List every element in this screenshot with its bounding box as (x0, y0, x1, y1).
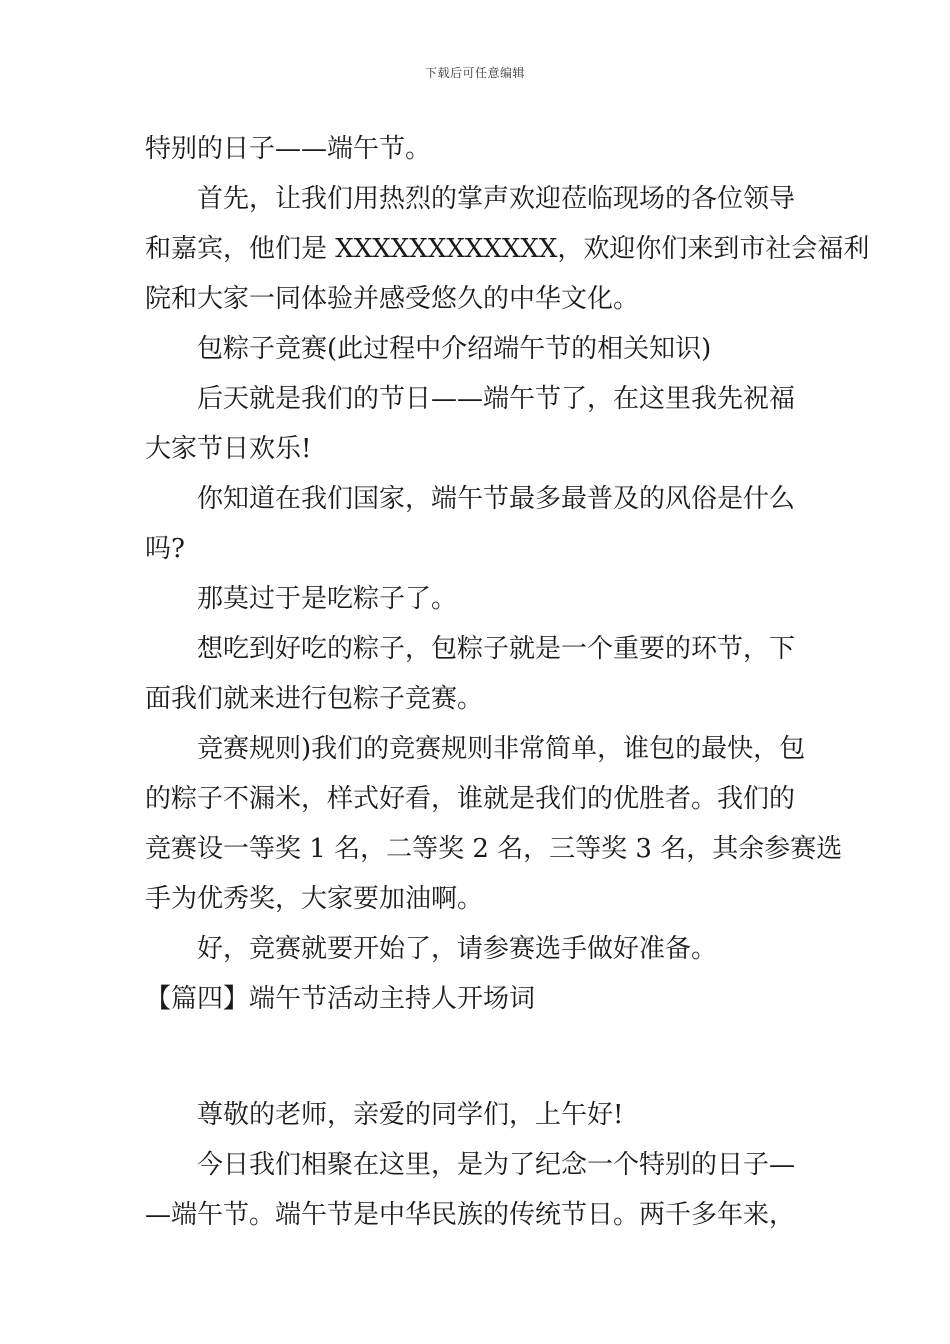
paragraph-line: 的粽子不漏米，样式好看，谁就是我们的优胜者。我们的 (145, 784, 796, 814)
paragraph-line: 好，竞赛就要开始了，请参赛选手做好准备。 (197, 934, 718, 964)
document-body (145, 124, 870, 1240)
paragraph-line: 大家节日欢乐! (145, 434, 312, 464)
paragraph-line: 竞赛设一等奖 1 名，二等奖 2 名，三等奖 3 名，其余参赛选 (145, 834, 843, 864)
paragraph-line: 想吃到好吃的粽子，包粽子就是一个重要的环节，下 (197, 634, 796, 664)
paragraph-line: 竞赛规则)我们的竞赛规则非常简单，谁包的最快，包 (197, 734, 806, 764)
paragraph-line: 面我们就来进行包粽子竞赛。 (145, 684, 484, 714)
paragraph-line: —端午节。端午节是中华民族的传统节日。两千多年来， (145, 1200, 796, 1230)
paragraph-line: 首先，让我们用热烈的掌声欢迎莅临现场的各位领导 (197, 184, 796, 214)
paragraph-line: 今日我们相聚在这里，是为了纪念一个特别的日子— (197, 1150, 796, 1180)
paragraph-line: 特别的日子——端午节。 (145, 134, 432, 164)
blank-spacer (145, 1024, 810, 1090)
paragraph-line: 院和大家一同体验并感受悠久的中华文化。 (145, 284, 640, 314)
section-heading: 【篇四】端午节活动主持人开场词 (145, 984, 536, 1014)
paragraph-line: 手为优秀奖，大家要加油啊。 (145, 884, 484, 914)
paragraph-line: 后天就是我们的节日——端午节了，在这里我先祝福 (197, 384, 796, 414)
page-header-note: 下载后可任意编辑 (424, 66, 525, 80)
paragraph-line: 包粽子竞赛(此过程中介绍端午节的相关知识) (197, 334, 712, 364)
paragraph-line: 尊敬的老师，亲爱的同学们，上午好! (197, 1100, 624, 1130)
paragraph-line: 和嘉宾，他们是 XXXXXXXXXXXX，欢迎你们来到市社会福利 (145, 234, 870, 264)
paragraph-line: 你知道在我们国家，端午节最多最普及的风俗是什么 (197, 484, 796, 514)
paragraph-line: 吗? (145, 534, 185, 564)
paragraph-line: 那莫过于是吃粽子了。 (197, 584, 458, 614)
